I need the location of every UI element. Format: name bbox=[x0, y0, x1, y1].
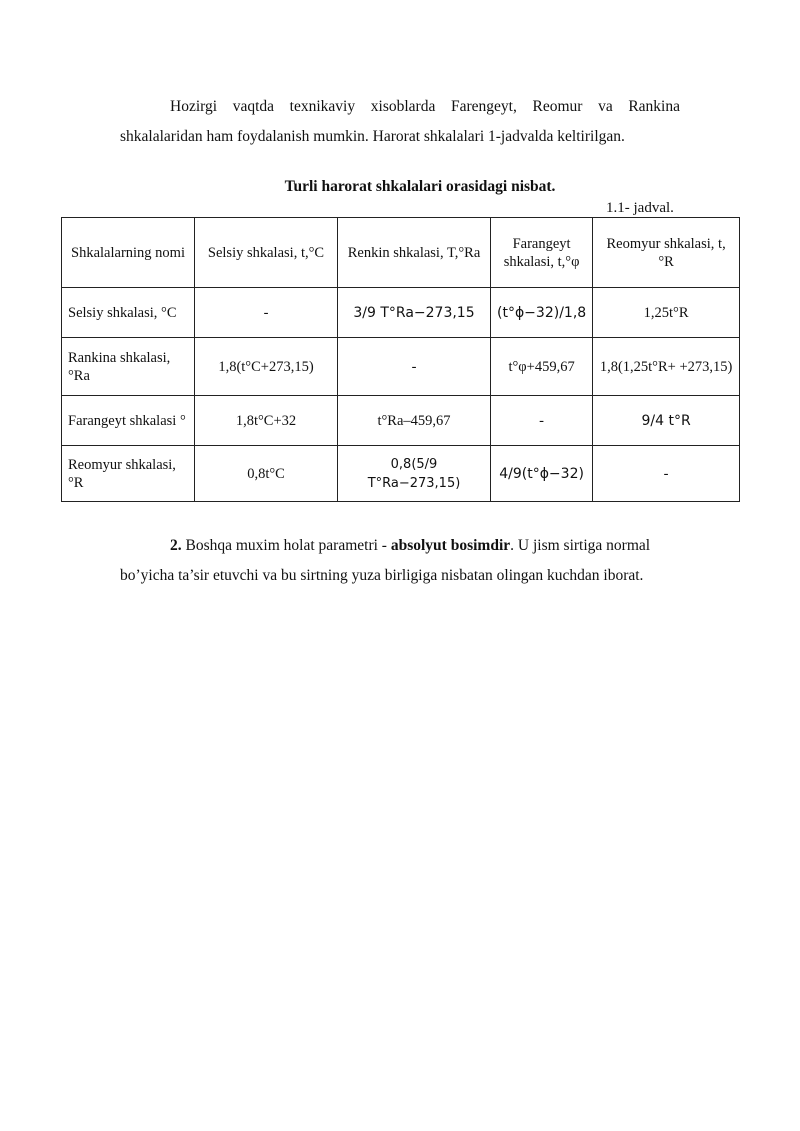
row-label: Rankina shkalasi, °Ra bbox=[62, 338, 195, 396]
table-number: 1.1- jadval. bbox=[606, 200, 674, 216]
table-header-row bbox=[62, 218, 740, 288]
table-cell: 3/9 T°Ra−273,15 bbox=[338, 288, 491, 338]
temperature-scales-table bbox=[61, 217, 740, 502]
table-row bbox=[62, 446, 740, 502]
table-cell: - bbox=[338, 338, 491, 396]
table-cell: 1,8(t°C+273,15) bbox=[195, 338, 338, 396]
table-cell: 4/9(t°ϕ−32) bbox=[491, 446, 593, 502]
table-cell: - bbox=[593, 446, 740, 502]
table-cell: 0,8(5/9 T°Ra−273,15) bbox=[338, 446, 491, 502]
table-row bbox=[62, 396, 740, 446]
table-title: Turli harorat shkalalari orasidagi nisbat. bbox=[284, 178, 556, 195]
table-cell: (t°ϕ−32)/1,8 bbox=[491, 288, 593, 338]
table-cell: 1,25t°R bbox=[593, 288, 740, 338]
table-cell: 9/4 t°R bbox=[593, 396, 740, 446]
table-row bbox=[62, 338, 740, 396]
row-label: Reomyur shkalasi, °R bbox=[62, 446, 195, 502]
table-cell: 0,8t°C bbox=[195, 446, 338, 502]
paragraph-absolute-pressure: 2. Boshqa muxim holat parametri - absolyut bosimdir. U jism sirtiga normal bo’yicha ta’sir etuvchi va bu sirtning yuza birligiga nisbatan olingan kuchdan iborat. bbox=[120, 537, 651, 584]
table-row bbox=[62, 288, 740, 338]
bold-term: absolyut bosimdir bbox=[390, 537, 511, 554]
header-cell-celsius: Selsiy shkalasi, t,°C bbox=[195, 218, 338, 288]
row-label: Selsiy shkalasi, °C bbox=[62, 288, 195, 338]
table-cell: t°φ+459,67 bbox=[491, 338, 593, 396]
table-cell: 1,8t°C+32 bbox=[195, 396, 338, 446]
header-cell-scale-name: Shkalalarning nomi bbox=[62, 218, 195, 288]
table-cell: t°Ra–459,67 bbox=[338, 396, 491, 446]
row-label: Farangeyt shkalasi ° bbox=[62, 396, 195, 446]
header-cell-reaumur: Reomyur shkalasi, t,°R bbox=[593, 218, 740, 288]
table-cell: - bbox=[491, 396, 593, 446]
table-cell: - bbox=[195, 288, 338, 338]
header-cell-rankine: Renkin shkalasi, T,°Ra bbox=[338, 218, 491, 288]
paragraph-number: 2. bbox=[170, 537, 182, 554]
table-cell: 1,8(1,25t°R+ +273,15) bbox=[593, 338, 740, 396]
intro-paragraph: Hozirgi vaqtda texnikaviy xisoblarda Farengeyt, Reomur va Rankina shkalalaridan ham foydalanish mumkin. Harorat shkalalari 1-jadvalda keltirilgan. bbox=[120, 98, 680, 145]
header-cell-fahrenheit: Farangeyt shkalasi, t,°φ bbox=[491, 218, 593, 288]
